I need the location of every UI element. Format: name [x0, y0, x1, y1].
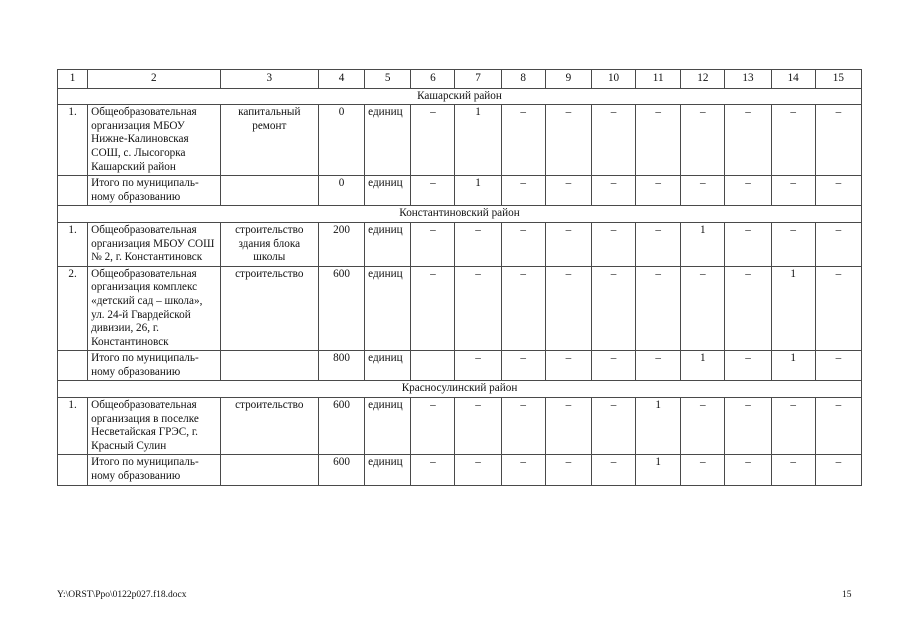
- organization-name: Общеобразовательная организация в поселке Несветайская ГРЭС, г. Красный Сулин: [88, 398, 220, 455]
- value-cell-col-13: –: [725, 176, 771, 206]
- value-cell-col-11: –: [636, 176, 681, 206]
- value-cell-col-9: –: [545, 222, 591, 266]
- value-cell-col-8: –: [501, 105, 545, 176]
- value-cell-col-15: –: [815, 105, 861, 176]
- value-cell-col-7: 1: [455, 176, 501, 206]
- value-cell-col-11: –: [636, 105, 681, 176]
- header-cell-4: 4: [318, 70, 364, 89]
- value-cell-col-9: –: [545, 266, 591, 351]
- row-number: [58, 351, 88, 381]
- district-row: [58, 88, 862, 105]
- header-row: [58, 70, 862, 89]
- row-number: 1.: [58, 105, 88, 176]
- work-type: строительство здания блока школы: [220, 222, 318, 266]
- work-type: [220, 455, 318, 485]
- table-row: [58, 105, 862, 176]
- value-cell-col-11: 1: [636, 455, 681, 485]
- value-cell-col-10: –: [591, 266, 635, 351]
- footer-file-path: Y:\ORST\Ppo\0122p027.f18.docx: [57, 590, 187, 600]
- header-cell-9: 9: [545, 70, 591, 89]
- row-number: 1.: [58, 398, 88, 455]
- amount: 800: [318, 351, 364, 381]
- value-cell-col-10: –: [591, 176, 635, 206]
- amount: 0: [318, 105, 364, 176]
- header-cell-6: 6: [411, 70, 455, 89]
- value-cell-col-9: –: [545, 455, 591, 485]
- unit: единиц: [365, 176, 411, 206]
- district-row: [58, 206, 862, 223]
- value-cell-col-11: –: [636, 266, 681, 351]
- value-cell-col-9: –: [545, 398, 591, 455]
- value-cell-col-10: –: [591, 351, 635, 381]
- work-type: [220, 351, 318, 381]
- unit: единиц: [365, 351, 411, 381]
- value-cell-col-8: –: [501, 398, 545, 455]
- row-number: 2.: [58, 266, 88, 351]
- value-cell-col-13: –: [725, 222, 771, 266]
- district-name: Константиновский район: [58, 206, 862, 223]
- value-cell-col-12: –: [681, 176, 725, 206]
- value-cell-col-6: –: [411, 455, 455, 485]
- table-row: [58, 455, 862, 485]
- table-row: [58, 398, 862, 455]
- value-cell-col-7: –: [455, 351, 501, 381]
- row-number: [58, 455, 88, 485]
- value-cell-col-13: –: [725, 351, 771, 381]
- value-cell-col-11: 1: [636, 398, 681, 455]
- table-body: [58, 70, 862, 486]
- table-row: [58, 351, 862, 381]
- value-cell-col-14: 1: [771, 266, 815, 351]
- value-cell-col-8: –: [501, 176, 545, 206]
- row-number: 1.: [58, 222, 88, 266]
- value-cell-col-12: –: [681, 398, 725, 455]
- value-cell-col-14: –: [771, 398, 815, 455]
- value-cell-col-8: –: [501, 266, 545, 351]
- value-cell-col-9: –: [545, 351, 591, 381]
- header-cell-12: 12: [681, 70, 725, 89]
- value-cell-col-13: –: [725, 105, 771, 176]
- value-cell-col-12: 1: [681, 222, 725, 266]
- data-table: [57, 69, 862, 486]
- unit: единиц: [365, 455, 411, 485]
- value-cell-col-15: –: [815, 398, 861, 455]
- value-cell-col-7: 1: [455, 105, 501, 176]
- value-cell-col-12: –: [681, 266, 725, 351]
- value-cell-col-15: –: [815, 351, 861, 381]
- organization-name: Общеобразовательная организация МБОУ Нижне-Калиновская СОШ, с. Лысогорка Кашарский район: [88, 105, 220, 176]
- value-cell-col-14: 1: [771, 351, 815, 381]
- value-cell-col-10: –: [591, 222, 635, 266]
- organization-name: Общеобразовательная организация МБОУ СОШ № 2, г. Константиновск: [88, 222, 220, 266]
- value-cell-col-8: –: [501, 351, 545, 381]
- value-cell-col-6: –: [411, 222, 455, 266]
- district-row: [58, 381, 862, 398]
- work-type: капитальный ремонт: [220, 105, 318, 176]
- organization-name: Общеобразовательная организация комплекс «детский сад – школа», ул. 24-й Гвардейской дивизии, 26, г. Константиновск: [88, 266, 220, 351]
- header-cell-10: 10: [591, 70, 635, 89]
- page-number: 15: [842, 590, 852, 600]
- organization-name: Итого по муниципаль-ному образованию: [88, 351, 220, 381]
- header-cell-15: 15: [815, 70, 861, 89]
- header-cell-11: 11: [636, 70, 681, 89]
- value-cell-col-15: –: [815, 266, 861, 351]
- amount: 600: [318, 266, 364, 351]
- value-cell-col-12: –: [681, 105, 725, 176]
- value-cell-col-10: –: [591, 398, 635, 455]
- value-cell-col-7: –: [455, 455, 501, 485]
- value-cell-col-7: –: [455, 398, 501, 455]
- work-type: строительство: [220, 398, 318, 455]
- unit: единиц: [365, 398, 411, 455]
- row-number: [58, 176, 88, 206]
- unit: единиц: [365, 266, 411, 351]
- work-type: строительство: [220, 266, 318, 351]
- value-cell-col-14: –: [771, 222, 815, 266]
- value-cell-col-15: –: [815, 176, 861, 206]
- value-cell-col-6: –: [411, 105, 455, 176]
- amount: 600: [318, 398, 364, 455]
- header-cell-14: 14: [771, 70, 815, 89]
- value-cell-col-13: –: [725, 455, 771, 485]
- value-cell-col-9: –: [545, 176, 591, 206]
- value-cell-col-8: –: [501, 222, 545, 266]
- value-cell-col-7: –: [455, 266, 501, 351]
- work-type: [220, 176, 318, 206]
- value-cell-col-6: –: [411, 398, 455, 455]
- unit: единиц: [365, 105, 411, 176]
- header-cell-3: 3: [220, 70, 318, 89]
- amount: 200: [318, 222, 364, 266]
- district-name: Красносулинский район: [58, 381, 862, 398]
- value-cell-col-15: –: [815, 455, 861, 485]
- header-cell-8: 8: [501, 70, 545, 89]
- organization-name: Итого по муниципаль-ному образованию: [88, 455, 220, 485]
- organization-name: Итого по муниципаль-ному образованию: [88, 176, 220, 206]
- value-cell-col-14: –: [771, 455, 815, 485]
- value-cell-col-15: –: [815, 222, 861, 266]
- value-cell-col-13: –: [725, 266, 771, 351]
- table-row: [58, 222, 862, 266]
- district-name: Кашарский район: [58, 88, 862, 105]
- value-cell-col-14: –: [771, 176, 815, 206]
- value-cell-col-12: 1: [681, 351, 725, 381]
- header-cell-7: 7: [455, 70, 501, 89]
- value-cell-col-10: –: [591, 455, 635, 485]
- table-row: [58, 266, 862, 351]
- value-cell-col-8: –: [501, 455, 545, 485]
- value-cell-col-6: [411, 351, 455, 381]
- header-cell-2: 2: [88, 70, 220, 89]
- amount: 0: [318, 176, 364, 206]
- value-cell-col-13: –: [725, 398, 771, 455]
- value-cell-col-11: –: [636, 351, 681, 381]
- value-cell-col-6: –: [411, 266, 455, 351]
- value-cell-col-7: –: [455, 222, 501, 266]
- header-cell-5: 5: [365, 70, 411, 89]
- table-row: [58, 176, 862, 206]
- header-cell-13: 13: [725, 70, 771, 89]
- unit: единиц: [365, 222, 411, 266]
- header-cell-1: 1: [58, 70, 88, 89]
- value-cell-col-14: –: [771, 105, 815, 176]
- value-cell-col-6: –: [411, 176, 455, 206]
- amount: 600: [318, 455, 364, 485]
- value-cell-col-12: –: [681, 455, 725, 485]
- value-cell-col-9: –: [545, 105, 591, 176]
- value-cell-col-11: –: [636, 222, 681, 266]
- value-cell-col-10: –: [591, 105, 635, 176]
